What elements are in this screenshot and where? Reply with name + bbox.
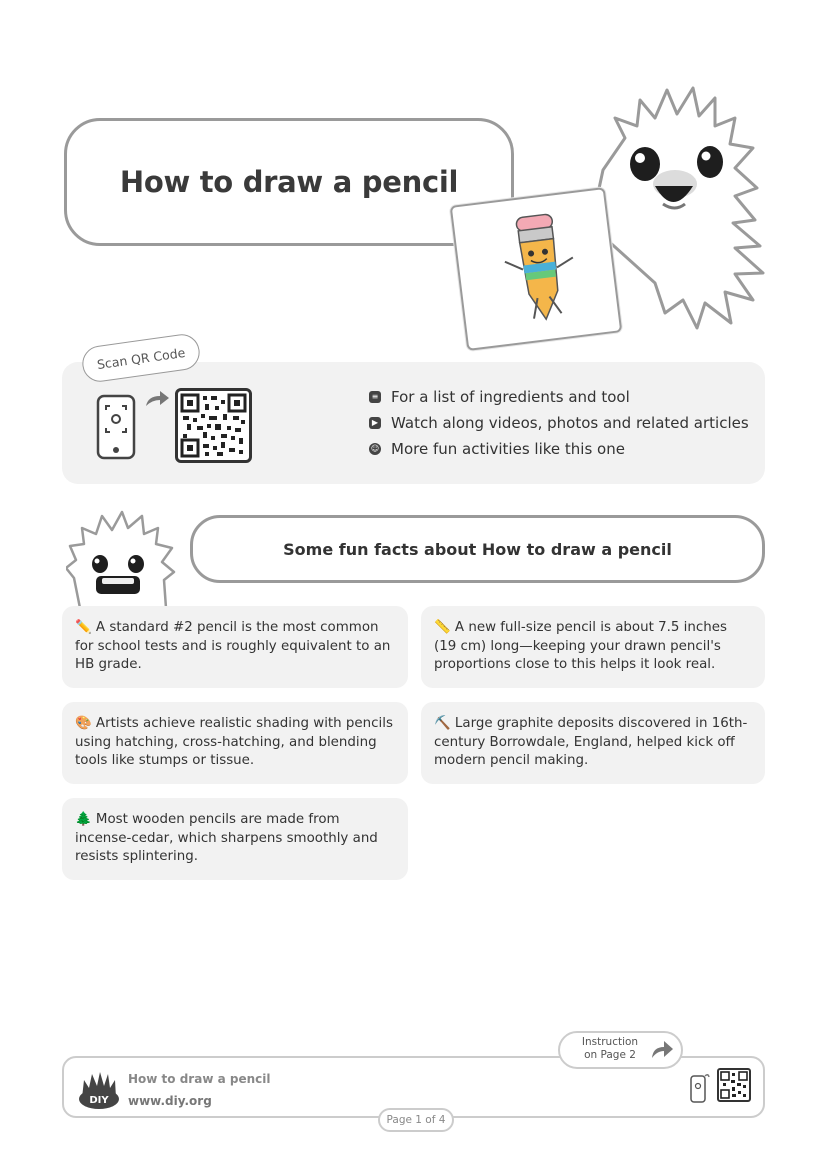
qr-code-icon — [178, 391, 249, 460]
link-ingredients[interactable]: ≡ For a list of ingredients and tool — [369, 386, 630, 408]
scan-qr-label: Scan QR Code — [80, 332, 202, 384]
pencil-character-icon — [452, 189, 620, 348]
fact-card: ⛏️ Large graphite deposits discovered in 16th-century Borrowdale, England, helped kick off modern pencil making. — [421, 702, 765, 784]
link-videos[interactable]: ▶ Watch along videos, photos and related articles — [369, 412, 749, 434]
footer-url[interactable]: www.diy.org — [128, 1094, 212, 1108]
next-page-label: Instruction on Page 2 — [581, 1036, 639, 1061]
diy-logo[interactable] — [78, 1068, 120, 1112]
facts-title: Some fun facts about How to draw a pencil — [283, 539, 672, 559]
mini-qr-icon — [719, 1070, 749, 1100]
play-icon: ▶ — [369, 417, 381, 429]
link-activities[interactable]: ☺ More fun activities like this one — [370, 440, 625, 458]
phone-scan-small-icon — [688, 1072, 710, 1104]
list-icon: ≡ — [369, 391, 381, 403]
arrow-forward-icon — [650, 1040, 674, 1060]
svg-text:DIY: DIY — [89, 1095, 109, 1106]
footer-title: How to draw a pencil — [128, 1072, 271, 1086]
fact-card: 🎨 Artists achieve realistic shading with pencils using hatching, cross-hatching, and blending tools like stumps or tissue. — [62, 702, 408, 784]
fact-card: ✏️ A standard #2 pencil is the most common for school tests and is roughly equivalent to an HB grade. — [62, 606, 408, 688]
arrow-right-icon — [144, 390, 170, 408]
pencil-photo — [450, 187, 623, 351]
page-indicator: Page 1 of 4 — [378, 1108, 454, 1132]
page-title: How to draw a pencil — [119, 165, 459, 199]
qr-code[interactable] — [175, 388, 252, 463]
fact-card: 📏 A new full-size pencil is about 7.5 inches (19 cm) long—keeping your drawn pencil's proportions close to this helps it look real. — [421, 606, 765, 688]
fact-card: 🌲 Most wooden pencils are made from incense-cedar, which sharpens smoothly and resists splintering. — [62, 798, 408, 880]
phone-scan-icon — [96, 394, 138, 462]
mini-qr-code[interactable] — [717, 1068, 751, 1102]
mascot-small-illustration — [66, 508, 178, 608]
smile-icon: ☺ — [370, 444, 380, 453]
